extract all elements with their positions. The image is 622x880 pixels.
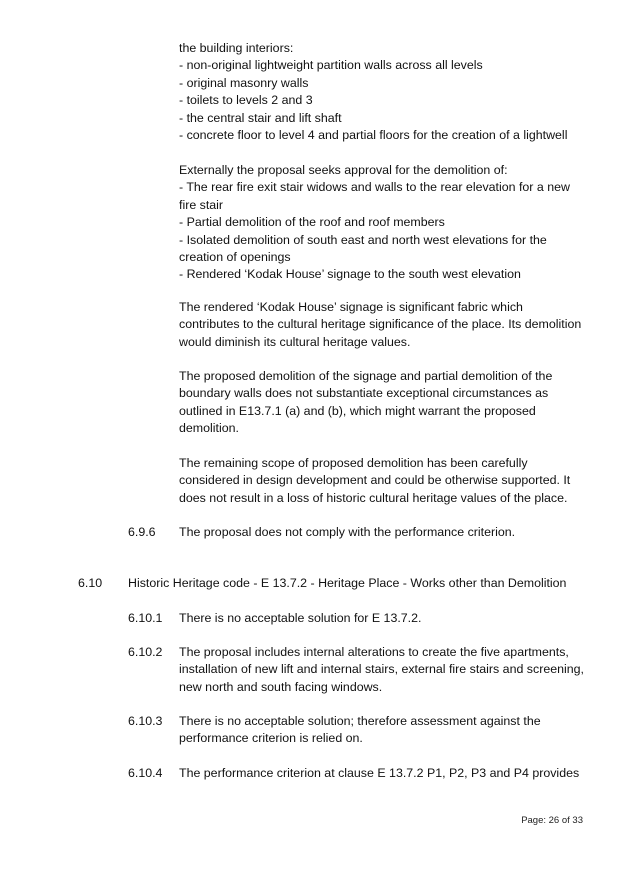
- paragraph-line: The remaining scope of proposed demolition has been carefully: [179, 456, 528, 470]
- paragraph-line: contributes to the cultural heritage significance of the place. Its demolition: [179, 317, 582, 332]
- paragraph-line: does not result in a loss of historic cultural heritage values of the place.: [179, 490, 568, 505]
- paragraph-line: There is no acceptable solution; therefore assessment against the: [179, 714, 541, 728]
- section-number: 6.10: [78, 576, 103, 590]
- page-number: Page: 26 of 33: [521, 815, 583, 826]
- list-item: - original masonry walls: [179, 75, 309, 90]
- paragraph-line: installation of new lift and internal stairs, external fire stairs and screening,: [179, 662, 584, 677]
- list-item: - non-original lightweight partition walls across all levels: [179, 58, 483, 73]
- paragraph-line: The rendered ‘Kodak House’ signage is significant fabric which: [179, 300, 523, 314]
- clause-number: 6.10.2: [128, 645, 163, 659]
- interiors-block: [179, 40, 579, 144]
- clause-6-10-1-text: [179, 610, 579, 627]
- paragraph-line: considered in design development and could be otherwise supported. It: [179, 473, 571, 488]
- clause-number: 6.9.6: [128, 525, 156, 539]
- clause-number: 6.10.3: [128, 714, 163, 728]
- paragraph-line: would diminish its cultural heritage values.: [179, 334, 411, 349]
- list-item: - the central stair and lift shaft: [179, 110, 342, 125]
- paragraph-line: The performance criterion at clause E 13.7.2 P1, P2, P3 and P4 provides: [179, 766, 580, 780]
- clause-number: 6.10.4: [128, 766, 163, 780]
- clause-6-10-2-text: [179, 644, 584, 696]
- paragraph-line: demolition.: [179, 421, 239, 436]
- paragraph-line: There is no acceptable solution for E 13.7.2.: [179, 611, 422, 625]
- interiors-lead: the building interiors:: [179, 41, 294, 55]
- clause-6-10-3-text: [179, 713, 579, 748]
- list-item: creation of openings: [179, 250, 291, 265]
- remaining-scope-paragraph: [179, 455, 579, 507]
- paragraph-line: The proposal includes internal alterations to create the five apartments,: [179, 645, 569, 659]
- clause-6-9-6-text: [179, 524, 579, 541]
- proposed-demolition-paragraph: [179, 368, 579, 438]
- external-block: [179, 162, 579, 284]
- section-heading: Historic Heritage code - E 13.7.2 - Heritage Place - Works other than Demolition: [128, 576, 567, 590]
- list-item: - Isolated demolition of south east and north west elevations for the: [179, 232, 547, 247]
- list-item: - toilets to levels 2 and 3: [179, 93, 313, 108]
- clause-number: 6.10.1: [128, 611, 163, 625]
- paragraph-line: boundary walls does not substantiate exceptional circumstances as: [179, 386, 549, 401]
- paragraph-line: The proposed demolition of the signage and partial demolition of the: [179, 369, 553, 383]
- external-lead: Externally the proposal seeks approval for the demolition of:: [179, 163, 508, 177]
- paragraph-line: new north and south facing windows.: [179, 679, 383, 694]
- list-item: - The rear fire exit stair widows and walls to the rear elevation for a new: [179, 180, 570, 195]
- paragraph-line: outlined in E13.7.1 (a) and (b), which might warrant the proposed: [179, 403, 536, 418]
- list-item: fire stair: [179, 197, 224, 212]
- list-item: - concrete floor to level 4 and partial floors for the creation of a lightwell: [179, 128, 568, 143]
- list-item: - Partial demolition of the roof and roof members: [179, 215, 445, 230]
- paragraph-line: The proposal does not comply with the performance criterion.: [179, 525, 516, 539]
- clause-6-10-4-text: [179, 765, 579, 782]
- list-item: - Rendered ‘Kodak House’ signage to the south west elevation: [179, 267, 521, 282]
- signage-paragraph: [179, 299, 582, 351]
- paragraph-line: performance criterion is relied on.: [179, 731, 363, 746]
